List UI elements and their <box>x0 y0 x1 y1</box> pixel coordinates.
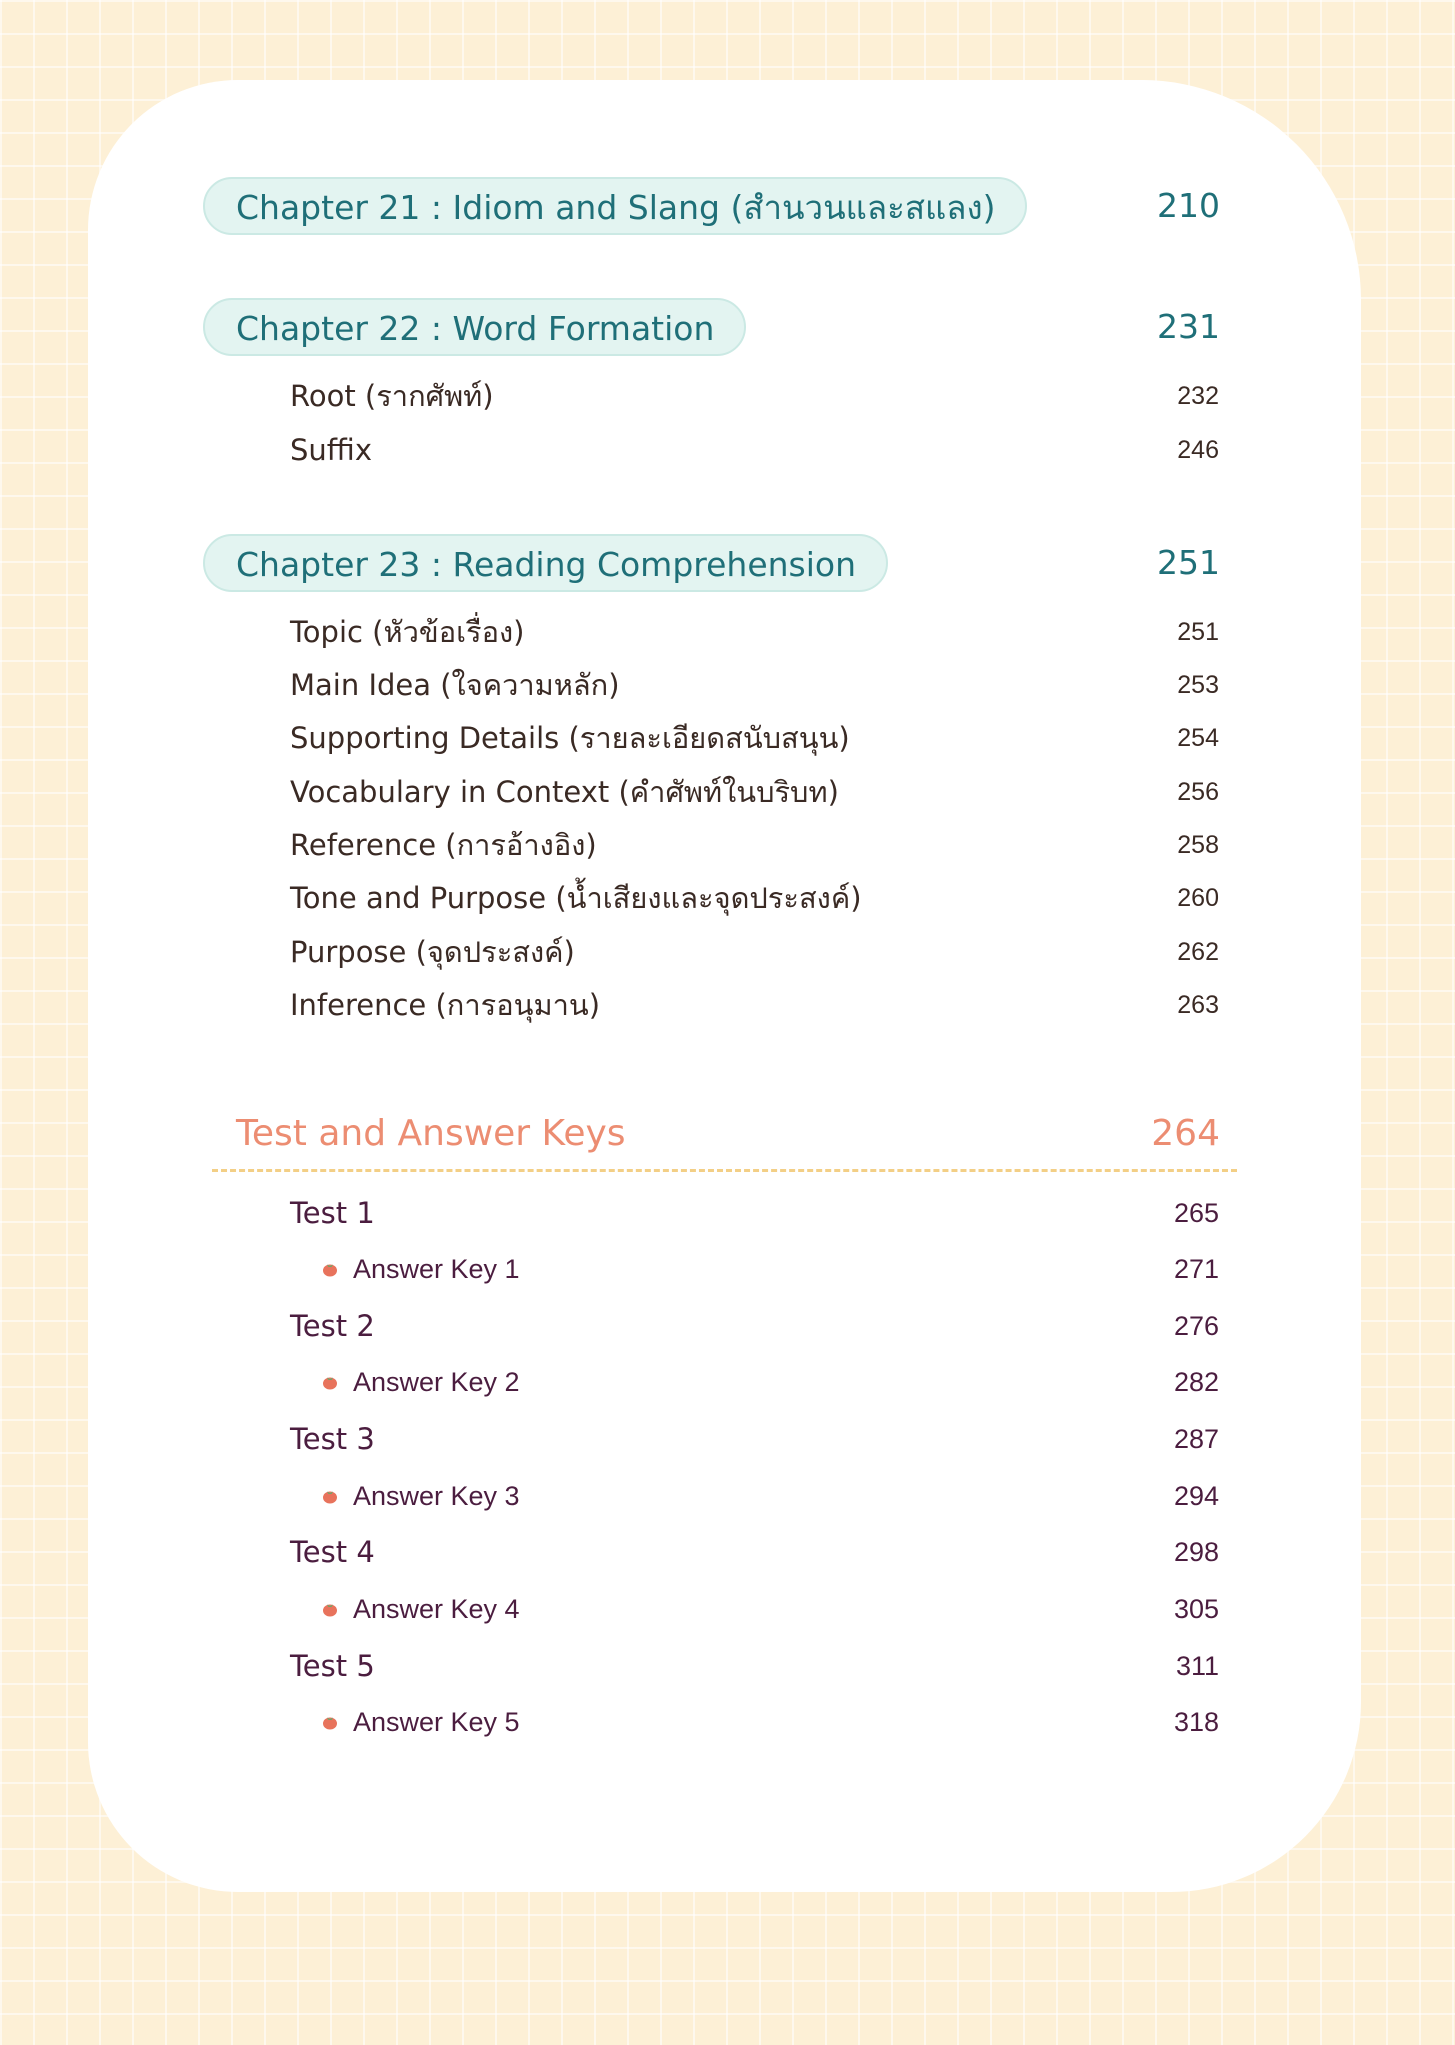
test-page-number: 287 <box>1173 1424 1219 1454</box>
entry-label: Reference (การอ้างอิง) <box>290 828 597 862</box>
toc-answer-key[interactable] <box>0 1700 1455 1744</box>
entry-page-number: 253 <box>1177 671 1219 699</box>
toc-entry[interactable] <box>0 428 1455 472</box>
entry-label: Inference (การอนุมาน) <box>290 988 601 1022</box>
section-title: Test and Answer Keys <box>236 1113 626 1154</box>
entry-label: Root (รากศัพท์) <box>290 379 494 413</box>
tomato-icon <box>322 1261 338 1277</box>
toc-chapter-22[interactable] <box>0 298 1455 358</box>
toc-test[interactable] <box>0 1417 1455 1461</box>
test-page-number: 265 <box>1173 1198 1219 1228</box>
toc-answer-key[interactable] <box>0 1587 1455 1631</box>
entry-page-number: 256 <box>1177 778 1219 806</box>
entry-label: Vocabulary in Context (คำศัพท์ในบริบท) <box>290 775 839 809</box>
toc-section-tests[interactable] <box>212 1107 1237 1172</box>
answer-key-page-number: 305 <box>1173 1594 1219 1624</box>
answer-key-page-number: 294 <box>1173 1481 1219 1511</box>
toc-answer-key[interactable] <box>0 1247 1455 1291</box>
toc-entry[interactable] <box>0 823 1455 867</box>
answer-key-label: Answer Key 5 <box>353 1707 520 1737</box>
answer-key-label: Answer Key 1 <box>353 1254 520 1284</box>
entry-label: Topic (หัวข้อเรื่อง) <box>290 615 525 649</box>
toc-answer-key[interactable] <box>0 1474 1455 1518</box>
entry-page-number: 232 <box>1177 382 1219 410</box>
entry-page-number: 263 <box>1177 991 1219 1019</box>
entry-page-number: 246 <box>1177 436 1219 464</box>
test-page-number: 311 <box>1175 1651 1219 1681</box>
answer-key-label: Answer Key 3 <box>353 1481 520 1511</box>
section-page-number: 264 <box>1151 1113 1220 1154</box>
entry-page-number: 260 <box>1177 884 1219 912</box>
toc-test[interactable] <box>0 1304 1455 1348</box>
toc-entry[interactable] <box>0 983 1455 1027</box>
chapter-title: Chapter 23 : Reading Comprehension <box>203 534 888 592</box>
toc-test[interactable] <box>0 1530 1455 1574</box>
answer-key-page-number: 271 <box>1173 1254 1219 1284</box>
toc-entry[interactable] <box>0 663 1455 707</box>
answer-key-label: Answer Key 2 <box>353 1367 520 1397</box>
test-label: Test 2 <box>290 1309 375 1343</box>
test-label: Test 3 <box>290 1422 375 1456</box>
toc-test[interactable] <box>0 1191 1455 1235</box>
chapter-page-number: 231 <box>1157 307 1220 346</box>
entry-page-number: 251 <box>1177 618 1219 646</box>
entry-page-number: 262 <box>1177 938 1219 966</box>
tomato-icon <box>322 1488 338 1504</box>
toc-test[interactable] <box>0 1644 1455 1688</box>
answer-key-label: Answer Key 4 <box>353 1594 520 1624</box>
test-page-number: 276 <box>1173 1311 1219 1341</box>
tomato-icon <box>322 1714 338 1730</box>
entry-label: Tone and Purpose (น้ำเสียงและจุดประสงค์) <box>290 881 862 915</box>
entry-label: Supporting Details (รายละเอียดสนับสนุน) <box>290 721 850 755</box>
toc-chapter-21[interactable] <box>0 177 1455 237</box>
toc-entry[interactable] <box>0 610 1455 654</box>
chapter-page-number: 251 <box>1157 543 1220 582</box>
chapter-title: Chapter 22 : Word Formation <box>203 298 746 356</box>
toc-answer-key[interactable] <box>0 1360 1455 1404</box>
test-label: Test 1 <box>290 1196 375 1230</box>
toc-entry[interactable] <box>0 770 1455 814</box>
test-page-number: 298 <box>1173 1537 1219 1567</box>
entry-label: Main Idea (ใจความหลัก) <box>290 668 620 702</box>
chapter-page-number: 210 <box>1157 186 1220 225</box>
toc-entry[interactable] <box>0 876 1455 920</box>
toc-entry[interactable] <box>0 930 1455 974</box>
tomato-icon <box>322 1601 338 1617</box>
toc-entry[interactable] <box>0 374 1455 418</box>
chapter-title: Chapter 21 : Idiom and Slang (สำนวนและสแลง) <box>203 177 1027 235</box>
entry-label: Suffix <box>290 433 372 467</box>
answer-key-page-number: 318 <box>1173 1707 1219 1737</box>
toc-chapter-23[interactable] <box>0 534 1455 594</box>
entry-page-number: 254 <box>1177 724 1219 752</box>
test-label: Test 5 <box>290 1649 375 1683</box>
answer-key-page-number: 282 <box>1173 1367 1219 1397</box>
tomato-icon <box>322 1374 338 1390</box>
entry-label: Purpose (จุดประสงค์) <box>290 935 575 969</box>
toc-entry[interactable] <box>0 716 1455 760</box>
test-label: Test 4 <box>290 1535 375 1569</box>
entry-page-number: 258 <box>1177 831 1219 859</box>
